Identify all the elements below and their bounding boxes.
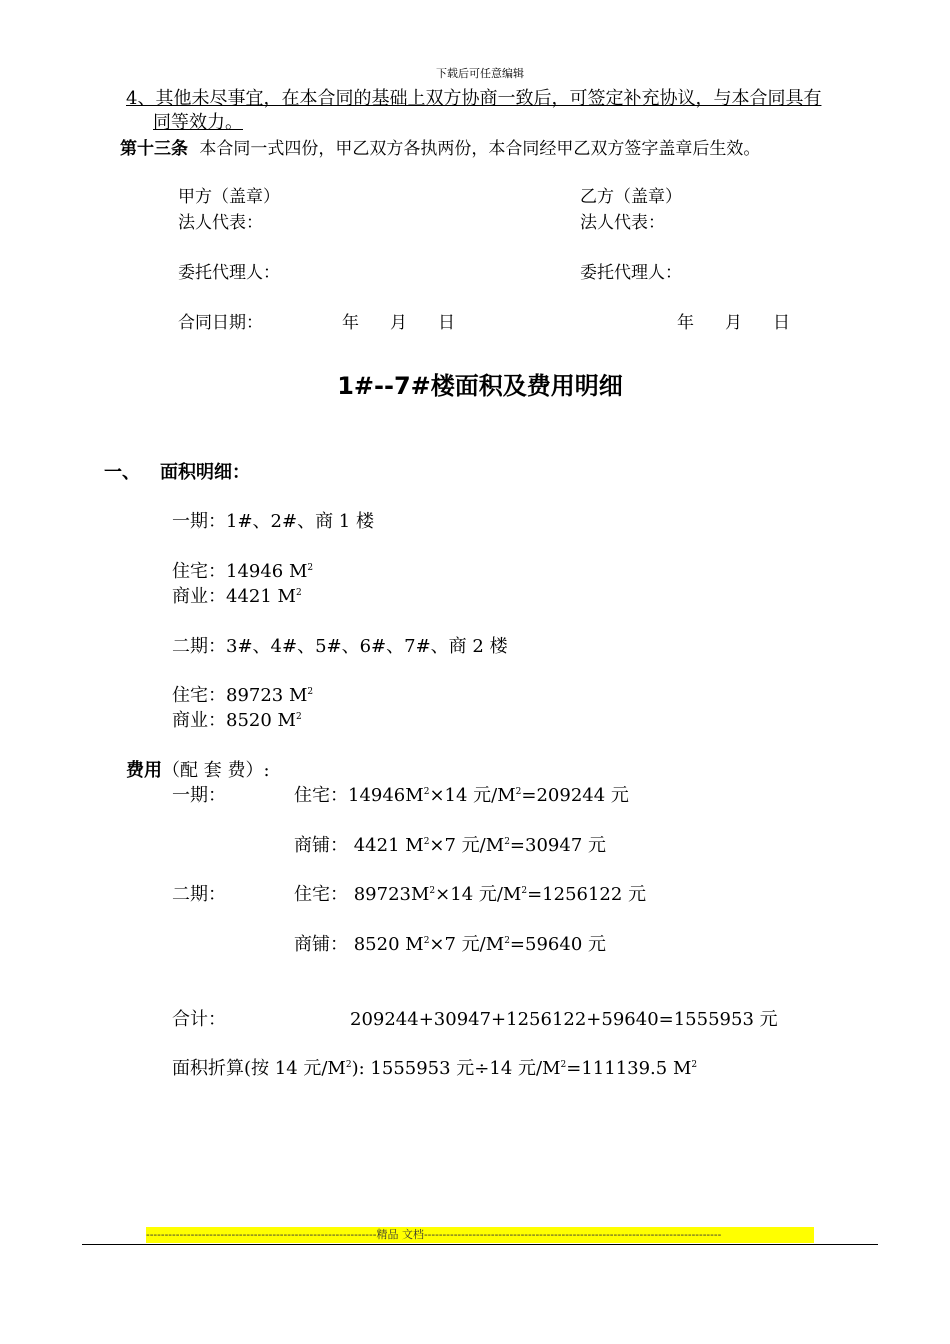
phase-2-residential-text: 住宅：89723 M xyxy=(172,685,308,706)
fees-phase-2-label: 二期： xyxy=(172,884,226,905)
footer-dashes-right: -------------------------------------------------------------------------------- xyxy=(423,1228,722,1241)
party-a-agent: 委托代理人： xyxy=(178,263,280,283)
fees-phase-1-residential xyxy=(294,781,629,807)
conversion-text: =111139.5 M xyxy=(566,1058,692,1079)
fee-text: ×7 元/M xyxy=(429,934,505,955)
fee-text: =209244 元 xyxy=(521,785,629,806)
fees-label-bold: 费用 xyxy=(126,760,162,781)
party-b-day: 日 xyxy=(773,313,790,333)
phase-2-residential xyxy=(172,681,313,707)
party-a-legal-rep: 法人代表： xyxy=(178,213,263,233)
page-title: 1#--7#楼面积及费用明细 xyxy=(337,372,623,400)
footer-text: 精品 文档 xyxy=(376,1228,424,1241)
conversion-text: 面积折算(按 14 元/M xyxy=(172,1058,346,1079)
section-1-number: 一、 xyxy=(104,462,140,483)
phase-1-commercial xyxy=(172,582,302,608)
article-13 xyxy=(120,134,760,159)
section-1-heading: 面积明细： xyxy=(160,462,250,483)
fees-label xyxy=(126,756,270,782)
superscript: 2 xyxy=(423,787,430,797)
superscript: 2 xyxy=(423,936,430,946)
phase-2-label: 二期：3#、4#、5#、6#、7#、商 2 楼 xyxy=(172,636,508,657)
article-13-text: 本合同一式四份，甲乙双方各执两份，本合同经甲乙双方签字盖章后生效。 xyxy=(199,139,761,159)
clause-4-line-1: 4、其他未尽事宜，在本合同的基础上双方协商一致后，可签定补充协议，与本合同具有 xyxy=(126,88,822,109)
superscript: 2 xyxy=(307,687,314,697)
fee-text: =1256122 元 xyxy=(527,884,647,905)
party-b-seal: 乙方（盖章） xyxy=(580,187,682,207)
footer-dashes-left: -------------------------------------------------------------- xyxy=(146,1228,377,1241)
fee-text: ×14 元/M xyxy=(435,884,522,905)
party-a-day: 日 xyxy=(438,313,455,333)
footer-rule xyxy=(82,1244,878,1245)
phase-2-commercial-text: 商业：8520 M xyxy=(172,710,296,731)
fee-text: 商铺： 4421 M xyxy=(294,835,424,856)
superscript: 2 xyxy=(295,712,302,722)
phase-1-residential xyxy=(172,557,313,583)
fee-text: =59640 元 xyxy=(509,934,606,955)
phase-1-label: 一期：1#、2#、商 1 楼 xyxy=(172,511,374,532)
fee-text: ×7 元/M xyxy=(429,835,505,856)
fee-text: 住宅：14946M xyxy=(294,785,424,806)
phase-1-commercial-text: 商业：4421 M xyxy=(172,586,296,607)
clause-4-line-2: 同等效力。 xyxy=(153,112,243,133)
area-conversion xyxy=(172,1054,697,1080)
article-13-label: 第十三条 xyxy=(120,139,188,159)
fee-text: 商铺： 8520 M xyxy=(294,934,424,955)
fee-text: 住宅： 89723M xyxy=(294,884,430,905)
footer-banner xyxy=(146,1227,814,1243)
superscript: 2 xyxy=(423,837,430,847)
party-a-month: 月 xyxy=(390,313,407,333)
superscript: 2 xyxy=(521,886,528,896)
phase-2-commercial xyxy=(172,706,302,732)
party-b-agent: 委托代理人： xyxy=(580,263,682,283)
superscript: 2 xyxy=(429,886,436,896)
superscript: 2 xyxy=(504,837,510,847)
party-b-month: 月 xyxy=(725,313,742,333)
party-a-seal: 甲方（盖章） xyxy=(178,187,280,207)
superscript: 2 xyxy=(691,1060,698,1070)
header-note: 下载后可任意编辑 xyxy=(436,67,524,80)
superscript: 2 xyxy=(504,936,510,946)
fees-label-rest: （配 套 费）: xyxy=(162,760,270,781)
total-value: 209244+30947+1256122+59640=1555953 元 xyxy=(350,1009,778,1030)
superscript: 2 xyxy=(515,787,522,797)
fees-phase-2-commercial xyxy=(294,930,606,956)
superscript: 2 xyxy=(560,1060,567,1070)
superscript: 2 xyxy=(295,588,302,598)
superscript: 2 xyxy=(307,563,314,573)
party-a-year: 年 xyxy=(342,313,359,333)
party-b-legal-rep: 法人代表： xyxy=(580,213,665,233)
contract-date-label: 合同日期： xyxy=(178,313,263,333)
superscript: 2 xyxy=(345,1060,352,1070)
fees-phase-2-residential xyxy=(294,880,646,906)
phase-1-residential-text: 住宅：14946 M xyxy=(172,561,308,582)
fees-phase-1-commercial xyxy=(294,831,606,857)
fees-phase-1-label: 一期： xyxy=(172,785,226,806)
party-b-year: 年 xyxy=(677,313,694,333)
conversion-text: ): 1555953 元÷14 元/M xyxy=(351,1058,561,1079)
fee-text: =30947 元 xyxy=(509,835,606,856)
total-label: 合计： xyxy=(172,1009,226,1030)
fee-text: ×14 元/M xyxy=(429,785,516,806)
